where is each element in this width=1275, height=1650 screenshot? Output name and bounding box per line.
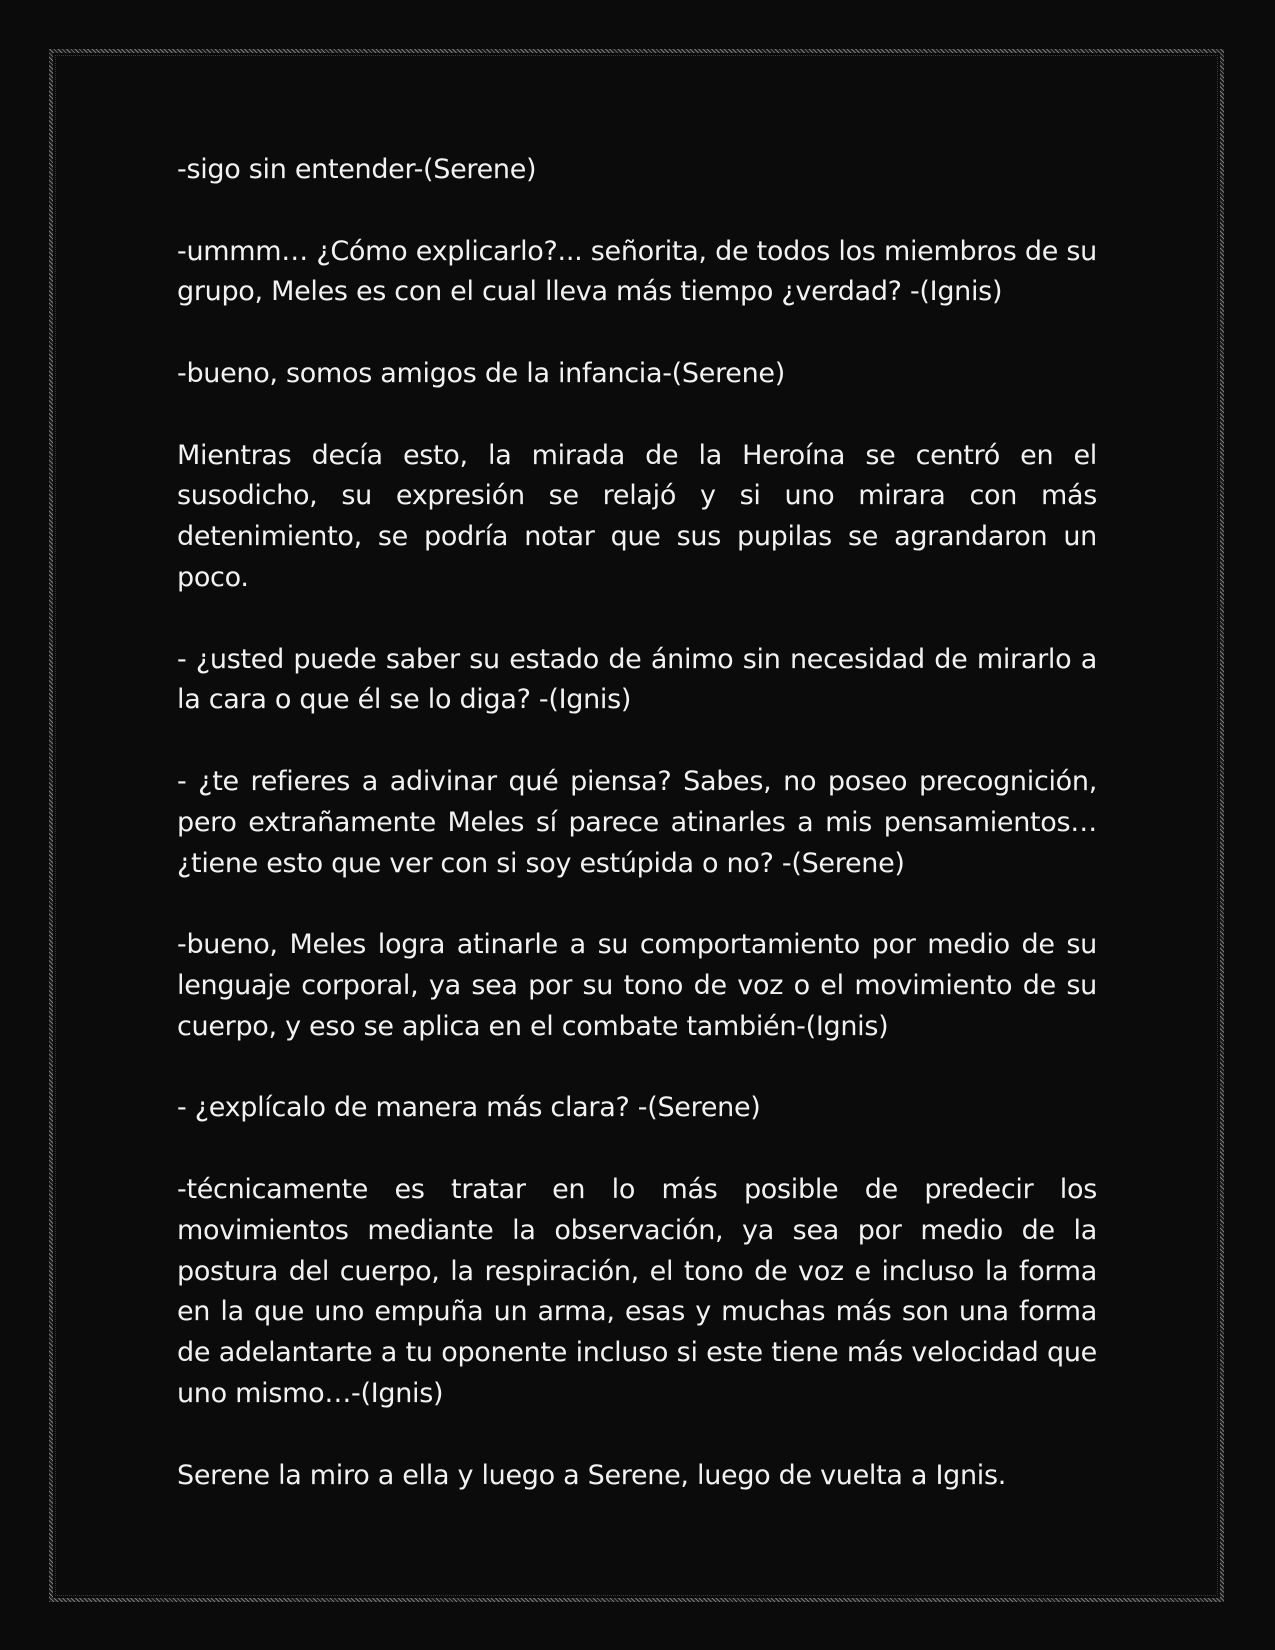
paragraph-1: -sigo sin entender-(Serene)	[177, 154, 537, 185]
document-body	[177, 150, 1097, 1537]
paragraph-5: - ¿usted puede saber su estado de ánimo sin necesidad de mirarlo a la cara o que él se lo diga? -(Ignis)	[177, 643, 1097, 716]
paragraph-2: -ummm… ¿Cómo explicarlo?... señorita, de todos los miembros de su grupo, Meles es con el cual lleva más tiempo ¿verdad? -(Ignis)	[177, 235, 1097, 308]
paragraph-8: - ¿explícalo de manera más clara? -(Serene)	[177, 1092, 761, 1124]
paragraph-9: -técnicamente es tratar en lo más posible de predecir los movimientos mediante la observación, ya sea por medio de la postura del cuerpo, la respiración, el tono de voz e incluso la forma en la que uno empuña un arma, esas y muchas más son una forma de adelantarte a tu oponente incluso si este tiene más velocidad que uno mismo…-(Ignis)	[177, 1173, 1097, 1409]
paragraph-3: -bueno, somos amigos de la infancia-(Serene)	[177, 357, 785, 389]
paragraph-10: Serene la miro a ella y luego a Serene, luego de vuelta a Ignis.	[177, 1459, 1007, 1491]
paragraph-7: -bueno, Meles logra atinarle a su comportamiento por medio de su lenguaje corporal, ya sea por su tono de voz o el movimiento de su cuerpo, y eso se aplica en el combate también-(Ignis)	[177, 929, 1097, 1042]
paragraph-4: Mientras decía esto, la mirada de la Heroína se centró en el susodicho, su expresión se relajó y si uno mirara con más detenimiento, se podría notar que sus pupilas se agrandaron un poco.	[177, 439, 1097, 593]
paragraph-6: - ¿te refieres a adivinar qué piensa? Sabes, no poseo precognición, pero extrañamente Meles sí parece atinarles a mis pensamientos… ¿tiene esto que ver con si soy estúpida o no? -(Serene)	[177, 765, 1097, 879]
